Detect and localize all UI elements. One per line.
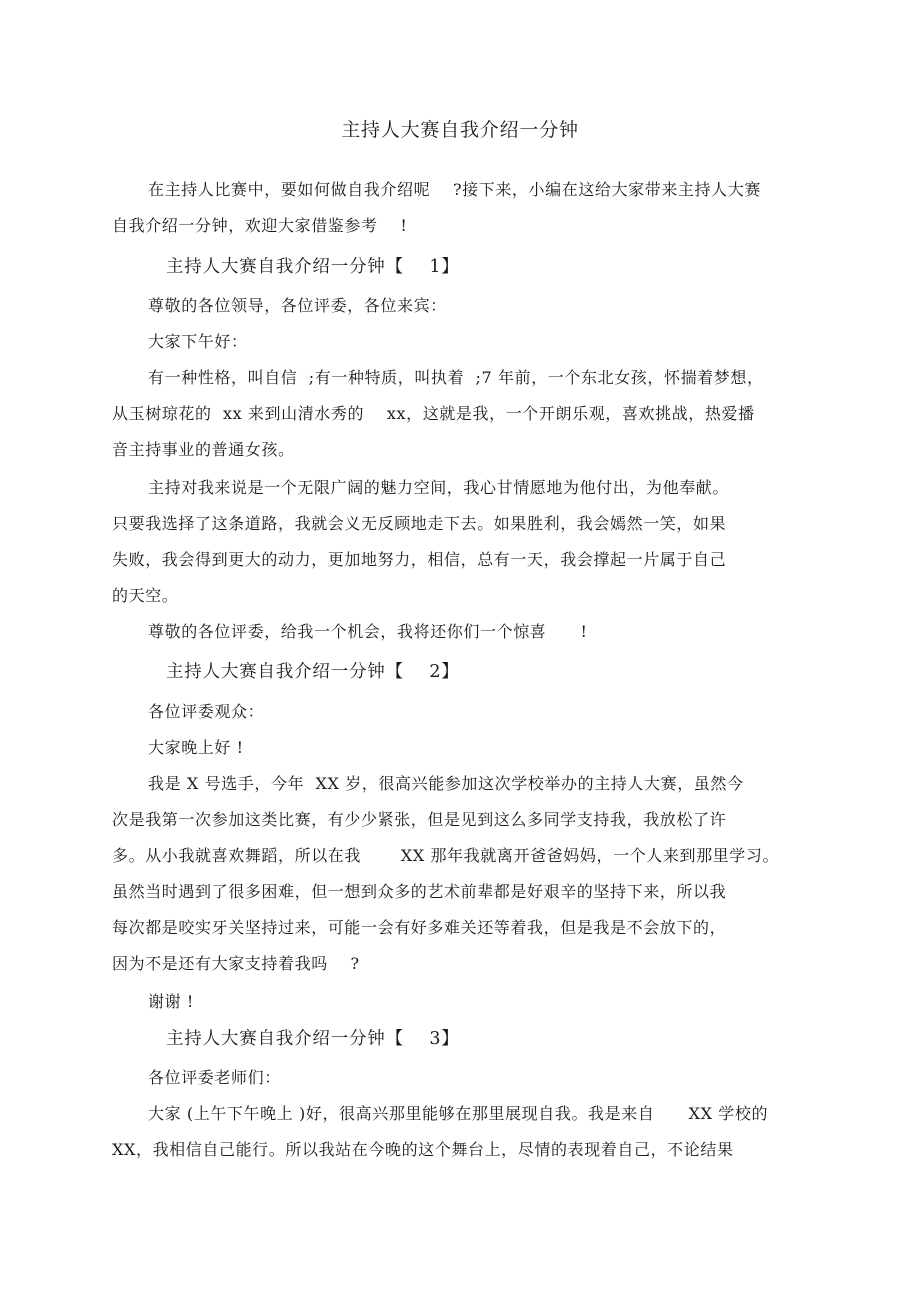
section-1-line: 尊敬的各位领导，各位评委，各位来宾： — [148, 296, 447, 315]
section-3-line: 各位评委老师们： — [148, 1068, 281, 1087]
section-1-line: 有一种性格，叫自信 ;有一种特质，叫执着 ;7 年前，一个东北女孩，怀揣着梦想， — [148, 368, 764, 387]
section-3-line: XX，我相信自己能行。所以我站在今晚的这个舞台上，尽情的表现着自己，不论结果 — [112, 1140, 734, 1159]
section-2-line: 多。从小我就喜欢舞蹈，所以在我 XX 那年我就离开爸爸妈妈，一个人来到那里学习。 — [112, 846, 780, 865]
section-1-line: 的天空。 — [112, 586, 179, 605]
section-2-heading: 主持人大赛自我介绍一分钟【 2】 — [166, 662, 460, 682]
section-2-line: 我是 X 号选手，今年 XX 岁，很高兴能参加这次学校举办的主持人大赛，虽然今 — [148, 774, 744, 793]
section-3-heading: 主持人大赛自我介绍一分钟【 3】 — [166, 1029, 460, 1049]
intro-line-2: 自我介绍一分钟，欢迎大家借鉴参考 ! — [112, 216, 408, 235]
section-2-line: 各位评委观众： — [148, 702, 265, 721]
document-title: 主持人大赛自我介绍一分钟 — [341, 119, 579, 141]
section-2-line: 因为不是还有大家支持着我吗 ? — [112, 954, 360, 973]
section-1-line: 音主持事业的普通女孩。 — [112, 440, 295, 459]
section-1-line: 只要我选择了这条道路，我就会义无反顾地走下去。如果胜利，我会嫣然一笑，如果 — [112, 514, 727, 533]
section-1-line: 大家下午好： — [148, 332, 248, 351]
intro-line-1: 在主持人比赛中，要如何做自我介绍呢 ?接下来，小编在这给大家带来主持人大赛 — [148, 180, 761, 199]
section-2-line: 大家晚上好 ! — [148, 738, 244, 757]
section-2-line: 虽然当时遇到了很多困难，但一想到众多的艺术前辈都是好艰辛的坚持下来，所以我 — [112, 882, 727, 901]
section-2-line: 每次都是咬实牙关坚持过来，可能一会有好多难关还等着我，但是我是不会放下的， — [112, 918, 727, 937]
section-1-line: 主持对我来说是一个无限广阔的魅力空间，我心甘情愿地为他付出，为他奉献。 — [148, 478, 730, 497]
section-2-line: 谢谢 ! — [148, 992, 194, 1011]
section-3-line: 大家 (上午下午晚上 )好，很高兴那里能够在那里展现自我。我是来自 XX 学校的 — [148, 1104, 769, 1123]
section-1-line: 失败，我会得到更大的动力，更加地努力，相信，总有一天，我会撑起一片属于自己 — [112, 550, 727, 569]
section-2-line: 次是我第一次参加这类比赛，有少少紧张，但是见到这么多同学支持我，我放松了许 — [112, 810, 727, 829]
section-1-heading: 主持人大赛自我介绍一分钟【 1】 — [166, 257, 460, 277]
section-1-line: 从玉树琼花的 xx 来到山清水秀的 xx，这就是我，一个开朗乐观，喜欢挑战，热爱播 — [112, 404, 755, 423]
section-1-line: 尊敬的各位评委，给我一个机会，我将还你们一个惊喜 ! — [148, 622, 588, 641]
